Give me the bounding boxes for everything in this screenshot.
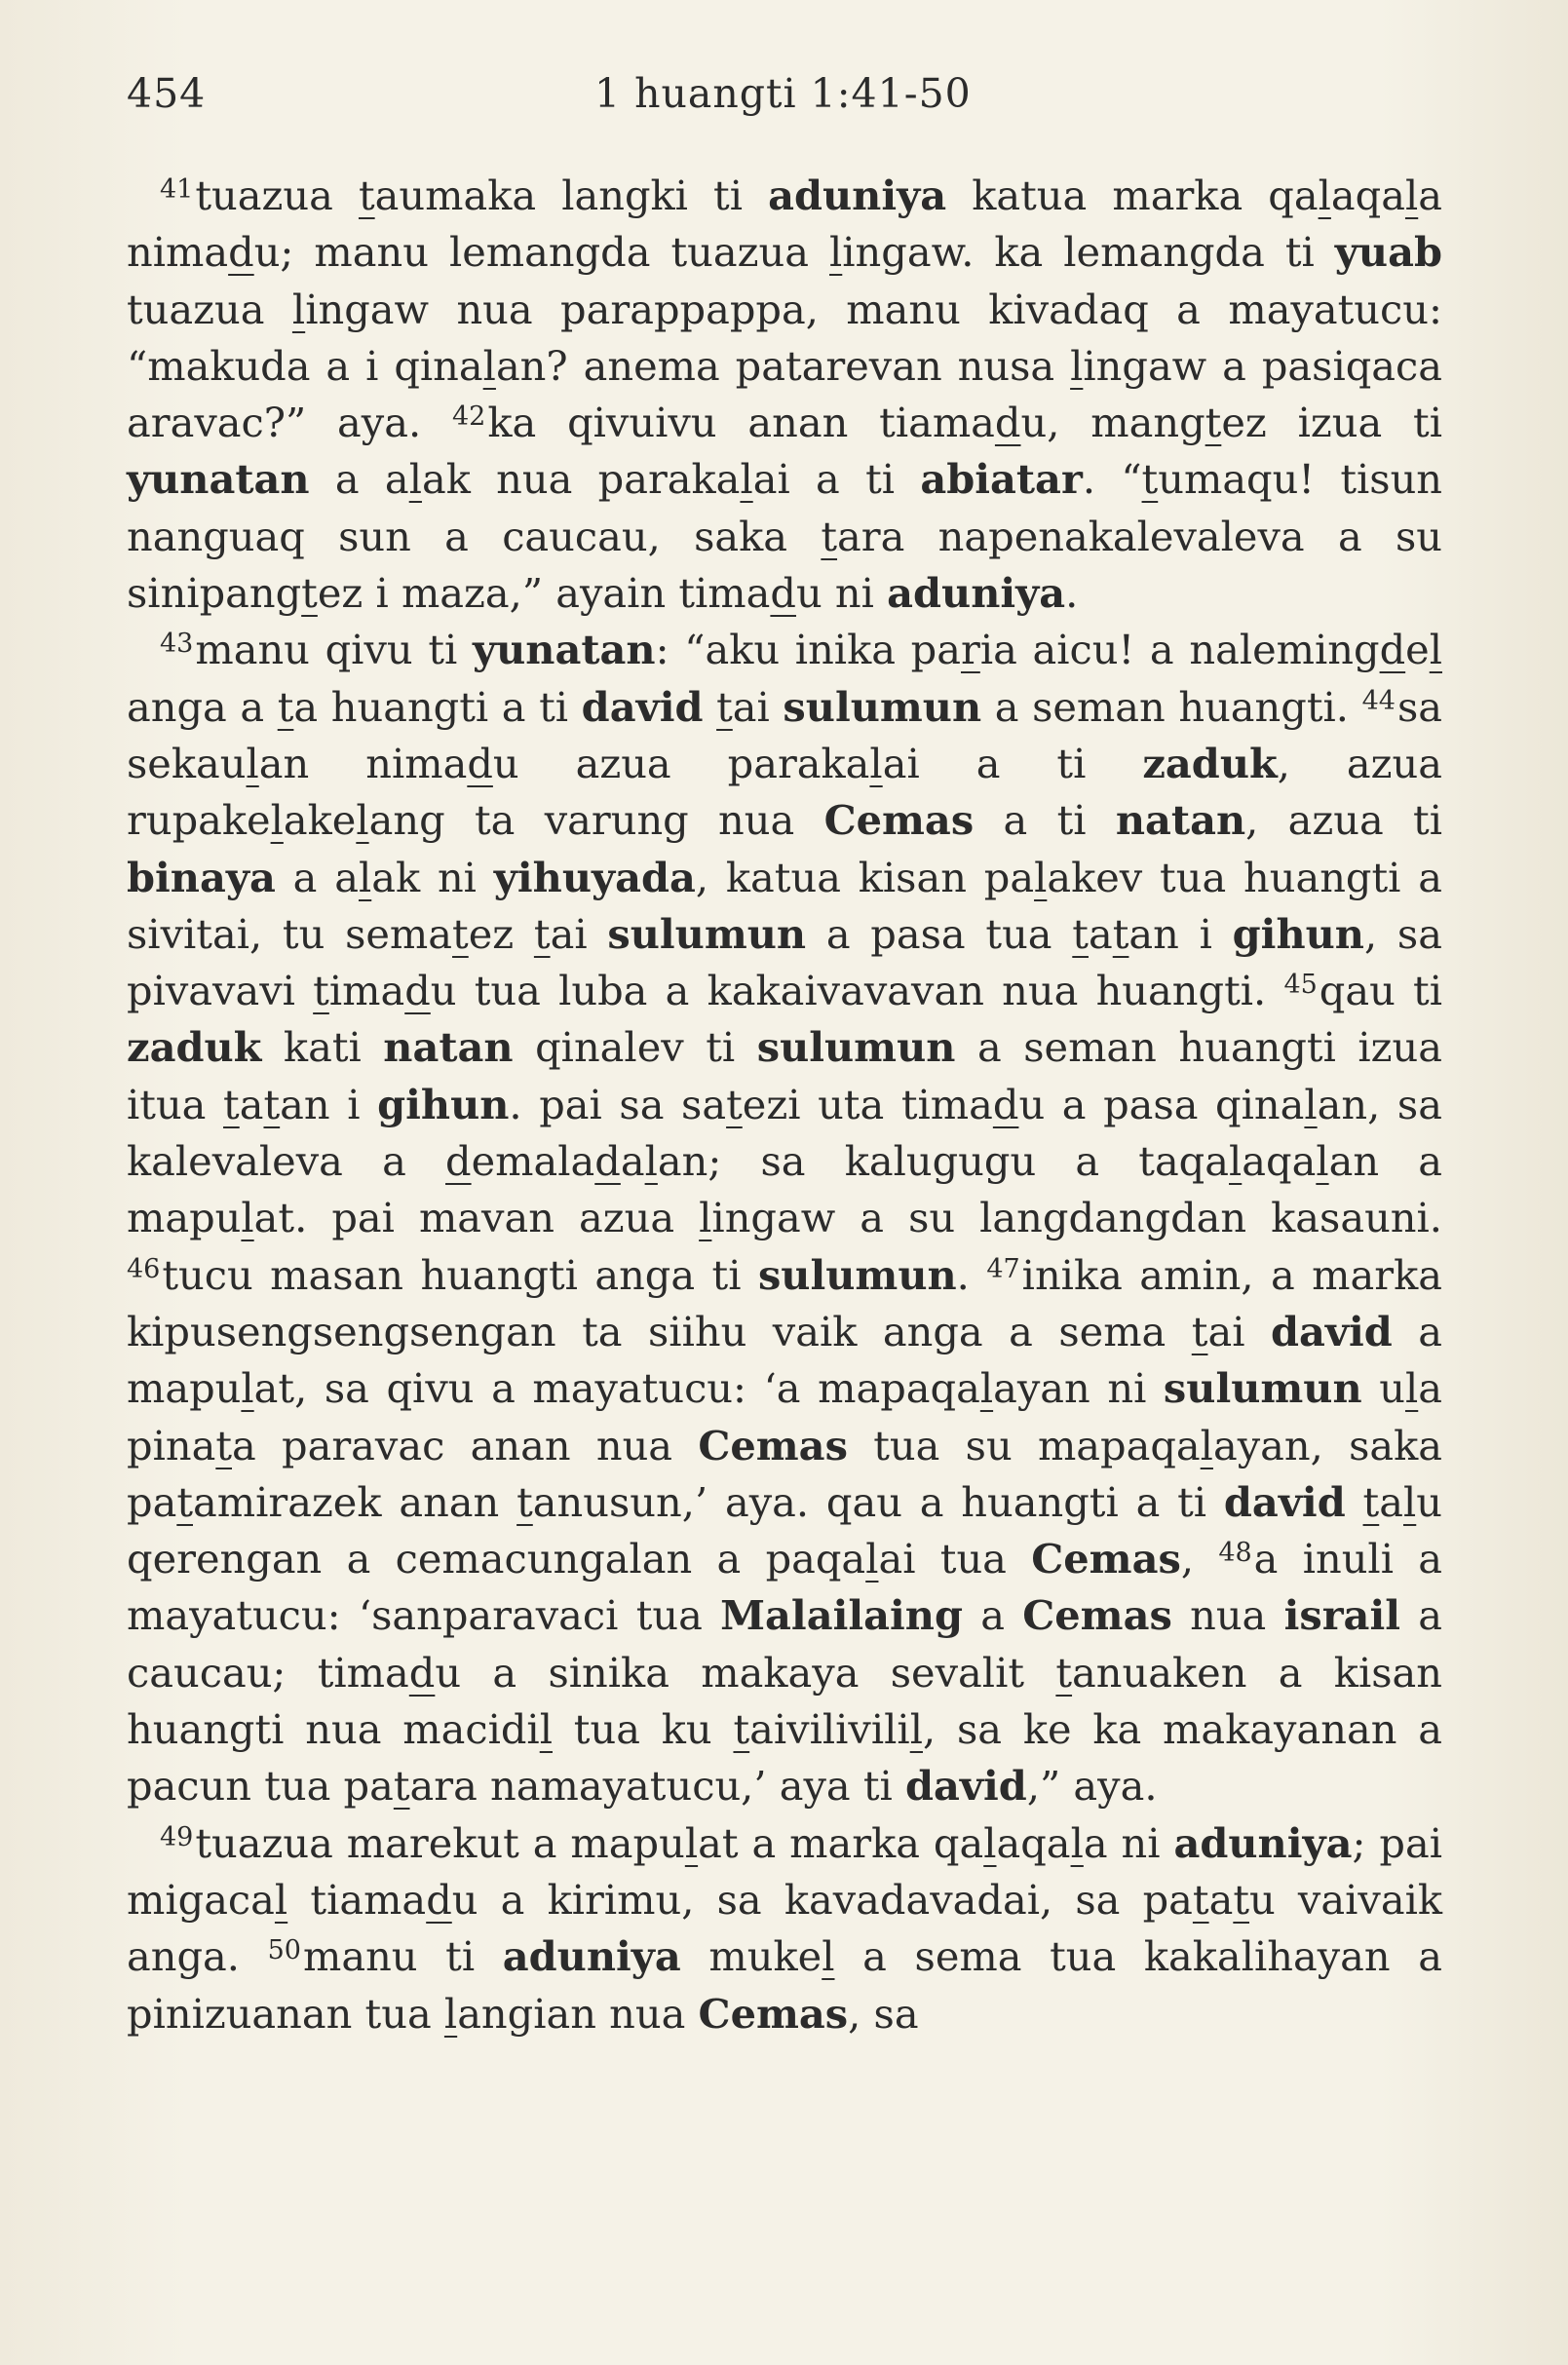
- proper-name: natan: [1115, 796, 1246, 845]
- text-run: ai: [1207, 1307, 1271, 1355]
- underlined-letter: l: [740, 455, 753, 504]
- verse-number: 49: [160, 1821, 194, 1852]
- verse-number: 41: [160, 174, 194, 205]
- text-run: aqa: [1242, 1137, 1317, 1186]
- proper-name: abiatar: [920, 455, 1083, 504]
- text-run: a: [620, 1137, 645, 1186]
- underlined-letter: l: [684, 1818, 699, 1867]
- text-run: ingaw nua parappappa, manu kivadaq a mayatucu: “makuda a i qina: [127, 285, 1442, 390]
- text-run: ara napenakalevaleva a su sinipang: [127, 512, 1443, 618]
- text-run: an nima: [258, 739, 468, 787]
- underlined-letter: l: [539, 1705, 553, 1754]
- text-run: ingaw. ka lemangda ti: [842, 228, 1335, 277]
- text-run: ara namayatucu,’ aya ti: [409, 1762, 906, 1811]
- text-run: ez i maza,” ayain tima: [317, 569, 771, 618]
- text-run: u a sinika makaya sevalit: [435, 1648, 1056, 1697]
- text-run: emala: [471, 1137, 595, 1186]
- underlined-letter: l: [482, 341, 496, 390]
- proper-name: david: [1270, 1307, 1393, 1355]
- text-run: umaqu! tisun nanguaq sun a caucau, saka: [127, 455, 1443, 560]
- proper-name: sulumun: [607, 909, 807, 958]
- underlined-letter: d: [594, 1137, 621, 1186]
- underlined-letter: l: [1402, 1477, 1417, 1526]
- underlined-letter: l: [1304, 1080, 1318, 1128]
- proper-name: david: [905, 1762, 1027, 1811]
- running-head: [127, 70, 1441, 129]
- proper-name: yunatan: [127, 455, 310, 504]
- text-run: tuazua: [127, 285, 292, 333]
- page-number: 454: [127, 70, 207, 117]
- underlined-letter: l: [909, 1705, 923, 1754]
- text-run: , katua kisan pa: [695, 853, 1035, 901]
- text-run: a a: [309, 455, 409, 504]
- paragraph: [127, 622, 1442, 1814]
- book-reference: 1 huangti 1:41-50: [594, 70, 972, 117]
- text-run: tiama: [287, 1875, 427, 1924]
- verse-number: 44: [1361, 685, 1396, 716]
- text-run: u ni: [795, 569, 888, 618]
- underlined-letter: t: [223, 1080, 240, 1128]
- proper-name: sulumun: [756, 1023, 956, 1072]
- underlined-letter: t: [1141, 455, 1159, 504]
- underlined-letter: r: [960, 626, 980, 674]
- proper-name: Cemas: [698, 1989, 849, 2038]
- text-run: muke: [680, 1932, 822, 1981]
- text-run: manu ti: [302, 1932, 503, 1981]
- underlined-letter: l: [443, 1989, 458, 2038]
- text-run: ez: [468, 909, 534, 958]
- text-run: aqa: [996, 1818, 1071, 1867]
- underlined-letter: l: [246, 739, 259, 787]
- proper-name: Malailaing: [720, 1591, 963, 1640]
- text-run: [703, 683, 716, 731]
- underlined-letter: t: [393, 1762, 410, 1811]
- underlined-letter: t: [1055, 1648, 1073, 1697]
- text-run: . pai sa sa: [509, 1080, 727, 1128]
- verse-number: 50: [267, 1935, 301, 1966]
- proper-name: israil: [1283, 1591, 1400, 1640]
- text-run: a paravac anan nua: [232, 1421, 699, 1469]
- proper-name: yuab: [1334, 228, 1442, 277]
- text-run: aumaka langki ti: [374, 172, 769, 219]
- paragraph: [127, 1815, 1442, 2042]
- text-run: ayan, saka pa: [127, 1421, 1443, 1526]
- text-run: a: [1208, 1875, 1234, 1924]
- underlined-letter: t: [301, 569, 318, 618]
- text-run: ingaw a su langdangdan kasauni.: [711, 1194, 1442, 1242]
- proper-name: zaduk: [127, 1023, 262, 1072]
- text-run: , sa ke ka makayanan a pacun tua pa: [127, 1705, 1442, 1811]
- proper-name: binaya: [127, 853, 276, 901]
- underlined-letter: d: [445, 1137, 472, 1186]
- text-run: ,: [1180, 1535, 1219, 1583]
- text-run: qau ti: [1319, 967, 1443, 1015]
- proper-name: aduniya: [768, 172, 947, 219]
- text-run: ima: [328, 967, 405, 1015]
- text-run: a: [1088, 909, 1113, 958]
- text-run: tuazua marekut a mapu: [195, 1818, 685, 1867]
- proper-name: gihun: [1232, 909, 1364, 958]
- underlined-letter: d: [992, 1080, 1019, 1128]
- proper-name: sulumun: [1163, 1364, 1362, 1413]
- text-run: a nima: [127, 172, 1442, 277]
- text-run: an, sa kalevaleva a: [127, 1080, 1442, 1186]
- underlined-letter: t: [1205, 399, 1222, 447]
- underlined-letter: l: [1229, 1137, 1243, 1186]
- text-run: ai: [550, 909, 608, 958]
- text-run: .: [1065, 569, 1079, 618]
- text-run: u tua luba a kakaivavavan nua huangti.: [430, 967, 1284, 1015]
- text-run: tua su mapaqa: [847, 1421, 1201, 1469]
- text-run: ai a ti: [752, 455, 921, 504]
- underlined-letter: l: [270, 796, 284, 845]
- underlined-letter: l: [274, 1875, 288, 1924]
- text-run: a inuli a mayatucu: ‘sanparavaci tua: [127, 1535, 1443, 1640]
- underlined-letter: l: [699, 1194, 712, 1242]
- text-run: an a mapu: [127, 1137, 1443, 1242]
- proper-name: sulumun: [757, 1250, 957, 1299]
- text-run: , sa pivavavi: [127, 909, 1442, 1015]
- text-run: qinalev ti: [513, 1023, 757, 1072]
- text-run: an i: [280, 1080, 378, 1128]
- text-run: ia aicu! a naleming: [979, 626, 1380, 674]
- text-run: ai: [732, 682, 784, 731]
- proper-name: david: [581, 682, 704, 731]
- text-run: [1346, 1478, 1363, 1526]
- text-run: ai tua: [878, 1535, 1032, 1583]
- text-run: a seman huangti.: [981, 682, 1362, 731]
- proper-name: natan: [383, 1023, 514, 1072]
- text-run: a caucau; tima: [127, 1591, 1442, 1697]
- text-run: tua ku: [553, 1705, 734, 1754]
- underlined-letter: l: [1070, 341, 1084, 390]
- text-run: a: [1379, 1477, 1403, 1526]
- text-run: ayan ni: [993, 1364, 1164, 1413]
- text-run: ez izua ti: [1221, 399, 1442, 447]
- proper-name: zaduk: [1142, 739, 1278, 787]
- verse-number: 48: [1218, 1538, 1252, 1569]
- text-run: a: [962, 1591, 1023, 1640]
- paragraph: [127, 168, 1442, 622]
- proper-name: aduniya: [887, 569, 1066, 618]
- text-run: u vaivaik anga.: [127, 1875, 1442, 1981]
- proper-name: yunatan: [472, 626, 656, 674]
- text-run: u a kirimu, sa kavadavadai, sa pa: [451, 1875, 1193, 1924]
- underlined-letter: l: [1034, 853, 1048, 901]
- underlined-letter: t: [263, 1080, 281, 1128]
- proper-name: gihun: [377, 1080, 510, 1128]
- verse-number: 46: [127, 1253, 161, 1284]
- verse-number: 47: [986, 1253, 1020, 1284]
- underlined-letter: l: [356, 796, 369, 845]
- underlined-letter: l: [1429, 626, 1442, 674]
- text-run: ezi uta tima: [742, 1080, 993, 1128]
- underlined-letter: t: [726, 1080, 743, 1128]
- text-run: a huangti a ti: [293, 682, 582, 731]
- text-run: , sa: [848, 1989, 919, 2038]
- text-run: a a: [275, 853, 359, 901]
- text-run: ak nua paraka: [421, 455, 741, 504]
- text-run: u azua paraka: [492, 739, 870, 787]
- underlined-letter: t: [1192, 1875, 1209, 1924]
- underlined-letter: d: [404, 967, 431, 1015]
- underlined-letter: l: [979, 1364, 994, 1413]
- text-run: at. pai mavan azua: [253, 1194, 700, 1242]
- text-run: aqa: [1330, 172, 1405, 219]
- text-run: a sema tua kakalihayan a pinizuanan tua: [127, 1932, 1442, 2038]
- text-run: an? anema patarevan nusa: [495, 341, 1071, 390]
- text-run: tucu masan huangti anga ti: [162, 1250, 758, 1299]
- text-run: u, mang: [1020, 399, 1205, 447]
- text-run: a ni: [1083, 1818, 1174, 1867]
- underlined-letter: l: [865, 1535, 879, 1583]
- text-run: ingaw a pasiqaca aravac?” aya.: [127, 341, 1443, 447]
- underlined-letter: t: [733, 1705, 750, 1754]
- underlined-letter: l: [829, 228, 843, 277]
- text-run: kati: [261, 1023, 384, 1072]
- text-run: an; sa kalugugu a taqa: [657, 1137, 1229, 1186]
- underlined-letter: t: [358, 172, 375, 219]
- underlined-letter: l: [408, 455, 422, 504]
- underlined-letter: l: [822, 1932, 835, 1981]
- text-run: , azua rupake: [127, 739, 1442, 845]
- verse-number: 45: [1283, 970, 1318, 1001]
- underlined-letter: t: [716, 682, 733, 731]
- text-run: a: [239, 1080, 264, 1128]
- underlined-letter: t: [452, 909, 469, 958]
- text-run: at, sa qivu a mayatucu: ‘a mapaqa: [253, 1364, 980, 1413]
- text-run: ; pai migaca: [127, 1818, 1442, 1924]
- underlined-letter: l: [1070, 1818, 1084, 1867]
- text-run: ai a ti: [882, 739, 1143, 787]
- text-run: manu qivu ti: [195, 626, 473, 674]
- proper-name: Cemas: [1022, 1591, 1172, 1640]
- proper-name: david: [1223, 1477, 1346, 1526]
- underlined-letter: d: [770, 569, 796, 618]
- text-run: a seman huangti izua itua: [127, 1023, 1442, 1128]
- text-run: u; manu lemangda tuazua: [253, 228, 829, 277]
- proper-name: Cemas: [698, 1421, 848, 1469]
- underlined-letter: t: [313, 967, 329, 1015]
- underlined-letter: t: [1191, 1307, 1208, 1355]
- text-run: ,” aya.: [1026, 1762, 1158, 1811]
- text-run: angian nua: [457, 1989, 699, 2038]
- underlined-letter: l: [358, 853, 372, 901]
- text-run: ang ta varung nua: [368, 796, 824, 845]
- underlined-letter: t: [277, 682, 294, 731]
- text-run: a pasa tua: [806, 909, 1073, 958]
- underlined-letter: t: [821, 512, 838, 560]
- text-run: ak ni: [371, 853, 494, 901]
- underlined-letter: l: [1404, 172, 1419, 219]
- underlined-letter: t: [176, 1477, 193, 1526]
- text-run: sa sekau: [127, 682, 1442, 787]
- underlined-letter: t: [1072, 909, 1089, 958]
- text-run: ka qivuivu anan tiama: [487, 399, 995, 447]
- text-run: tuazua: [195, 172, 359, 219]
- text-run: aivilivili: [749, 1705, 910, 1754]
- text-run: an i: [1128, 909, 1233, 958]
- text-run: : “aku inika pa: [655, 626, 961, 674]
- proper-name: sulumun: [783, 682, 982, 731]
- underlined-letter: l: [983, 1818, 997, 1867]
- underlined-letter: d: [1379, 626, 1406, 674]
- underlined-letter: t: [1112, 909, 1129, 958]
- text-run: akev tua huangti a sivitai, tu sema: [127, 853, 1442, 958]
- underlined-letter: l: [241, 1364, 254, 1413]
- text-run: inika amin, a marka kipusengsengsengan ta siihu vaik anga a sema: [127, 1250, 1442, 1355]
- text-run: u: [1361, 1364, 1405, 1413]
- underlined-letter: l: [291, 285, 306, 333]
- underlined-letter: l: [1316, 1137, 1329, 1186]
- text-run: anga a: [127, 682, 278, 731]
- text-run: e: [1405, 626, 1430, 674]
- text-run: a mapu: [127, 1307, 1442, 1413]
- underlined-letter: t: [215, 1421, 232, 1469]
- underlined-letter: t: [533, 909, 551, 958]
- text-run: . “: [1082, 455, 1142, 504]
- underlined-letter: l: [1318, 172, 1331, 219]
- proper-name: aduniya: [1173, 1818, 1353, 1867]
- text-run: ake: [283, 796, 357, 845]
- verse-number: 43: [160, 629, 194, 660]
- text-run: anusun,’ aya. qau a huangti a ti: [532, 1477, 1224, 1526]
- underlined-letter: l: [1404, 1364, 1419, 1413]
- text-run: a ti: [974, 796, 1116, 845]
- text-run: at a marka qa: [698, 1818, 984, 1867]
- proper-name: yihuyada: [493, 853, 696, 901]
- underlined-letter: l: [1200, 1421, 1213, 1469]
- underlined-letter: t: [1233, 1875, 1250, 1924]
- underlined-letter: d: [426, 1875, 452, 1924]
- verse-number: 42: [452, 401, 486, 433]
- text-run: nua: [1171, 1591, 1284, 1640]
- text-run: a pina: [127, 1364, 1442, 1469]
- proper-name: Cemas: [1031, 1535, 1181, 1583]
- proper-name: aduniya: [502, 1932, 681, 1981]
- underlined-letter: t: [1362, 1477, 1380, 1526]
- text-run: amirazek anan: [193, 1477, 517, 1526]
- scripture-text: [127, 168, 1442, 2042]
- underlined-letter: l: [644, 1137, 658, 1186]
- underlined-letter: d: [228, 228, 254, 277]
- text-run: u qerengan a cemacungalan a paqa: [127, 1477, 1442, 1583]
- underlined-letter: d: [994, 399, 1021, 447]
- text-run: , azua ti: [1245, 796, 1442, 845]
- text-run: u a pasa qina: [1018, 1080, 1305, 1128]
- underlined-letter: t: [516, 1477, 533, 1526]
- text-run: katua marka qa: [946, 172, 1319, 219]
- underlined-letter: d: [467, 739, 493, 787]
- underlined-letter: l: [869, 739, 883, 787]
- text-run: anuaken a kisan huangti nua macidi: [127, 1648, 1442, 1754]
- proper-name: Cemas: [823, 796, 975, 845]
- underlined-letter: l: [241, 1194, 254, 1242]
- text-run: .: [956, 1250, 987, 1299]
- underlined-letter: d: [408, 1648, 436, 1697]
